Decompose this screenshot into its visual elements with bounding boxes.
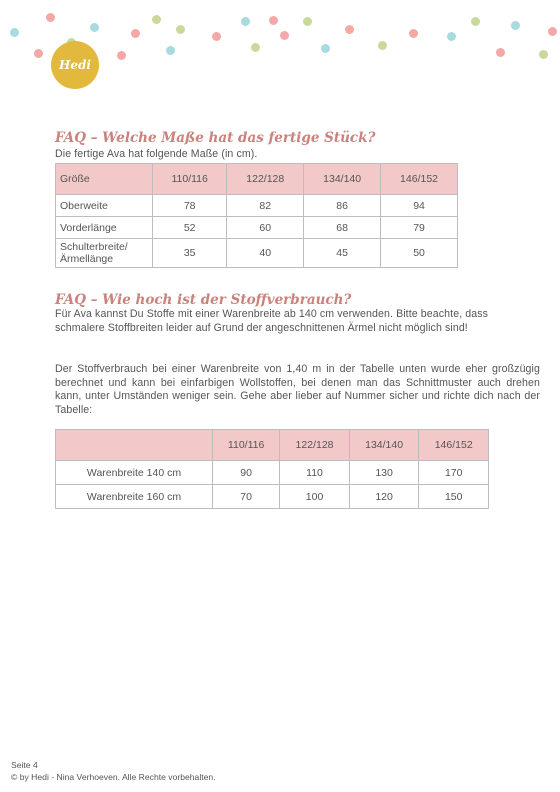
header-cell: 122/128 <box>227 164 304 195</box>
confetti-dot <box>378 41 387 50</box>
row-label: Schulterbreite/ Ärmellänge <box>56 239 153 268</box>
table-cell: 86 <box>304 195 381 217</box>
table-cell: 82 <box>227 195 304 217</box>
confetti-dot <box>409 29 418 38</box>
table-cell: 150 <box>419 485 489 509</box>
header-cell: 110/116 <box>153 164 227 195</box>
table-header-row <box>56 430 489 461</box>
confetti-dot <box>212 32 221 41</box>
confetti-dot <box>345 25 354 34</box>
table-cell: 94 <box>381 195 458 217</box>
confetti-dot <box>117 51 126 60</box>
confetti-dot <box>539 50 548 59</box>
table-cell: 79 <box>381 217 458 239</box>
confetti-dot <box>152 15 161 24</box>
fabric-paragraph-2: Der Stoffverbrauch bei einer Warenbreite von 1,40 m in der Tabelle unten wurde eher großzügig berechnet und kann bei einfarbigen Wollstoffen, bei denen man das Schnittmuster auch drehen kann, unter Umständen weniger sein. Gehe aber lieber auf Nummer sicher und richte dich nach der Tabelle: <box>55 363 540 416</box>
table-cell: 170 <box>419 461 489 485</box>
table-cell: 50 <box>381 239 458 268</box>
brand-logo-text: Hedi <box>59 58 91 72</box>
table-cell: 52 <box>153 217 227 239</box>
page-number: Seite 4 <box>11 760 38 770</box>
row-label: Warenbreite 140 cm <box>56 461 213 485</box>
confetti-dot <box>251 43 260 52</box>
table-row <box>56 195 458 217</box>
table-cell: 70 <box>213 485 280 509</box>
table-row <box>56 239 458 268</box>
confetti-dot <box>269 16 278 25</box>
confetti-dot <box>34 49 43 58</box>
header-cell <box>56 430 213 461</box>
table-cell: 120 <box>349 485 419 509</box>
confetti-dot <box>90 23 99 32</box>
measurements-table <box>55 163 458 268</box>
confetti-dot <box>280 31 289 40</box>
table-cell: 68 <box>304 217 381 239</box>
section-heading-fabric: FAQ – Wie hoch ist der Stoffverbrauch? <box>55 292 352 308</box>
table-cell: 78 <box>153 195 227 217</box>
confetti-dot <box>511 21 520 30</box>
header-cell: 146/152 <box>381 164 458 195</box>
confetti-dot <box>321 44 330 53</box>
measurements-intro: Die fertige Ava hat folgende Maße (in cm). <box>55 148 258 160</box>
table-cell: 130 <box>349 461 419 485</box>
table-header-row <box>56 164 458 195</box>
table-row <box>56 485 489 509</box>
confetti-dot <box>131 29 140 38</box>
fabric-table <box>55 429 489 509</box>
header-cell: 134/140 <box>349 430 419 461</box>
table-cell: 35 <box>153 239 227 268</box>
confetti-dot <box>303 17 312 26</box>
table-cell: 45 <box>304 239 381 268</box>
confetti-dot <box>496 48 505 57</box>
copyright-notice: © by Hedi - Nina Verhoeven. Alle Rechte vorbehalten. <box>11 772 216 782</box>
header-cell: 134/140 <box>304 164 381 195</box>
confetti-dot <box>241 17 250 26</box>
header-cell: Größe <box>56 164 153 195</box>
table-cell: 100 <box>280 485 350 509</box>
confetti-dot <box>10 28 19 37</box>
row-label: Warenbreite 160 cm <box>56 485 213 509</box>
confetti-dot <box>447 32 456 41</box>
table-row <box>56 217 458 239</box>
row-label: Oberweite <box>56 195 153 217</box>
brand-logo <box>51 41 99 89</box>
table-row <box>56 461 489 485</box>
table-cell: 60 <box>227 217 304 239</box>
table-cell: 40 <box>227 239 304 268</box>
row-label: Vorderlänge <box>56 217 153 239</box>
confetti-dot <box>471 17 480 26</box>
confetti-dot <box>166 46 175 55</box>
fabric-paragraph-1: Für Ava kannst Du Stoffe mit einer Warenbreite ab 140 cm verwenden. Bitte beachte, dass schmalere Stoffbreiten leider auf Grund der angeschnittenen Ärmel nicht möglich sind! <box>55 308 489 334</box>
confetti-dot <box>176 25 185 34</box>
confetti-dot <box>548 27 557 36</box>
header-cell: 110/116 <box>213 430 280 461</box>
confetti-dot <box>46 13 55 22</box>
header-cell: 122/128 <box>280 430 350 461</box>
section-heading-measurements: FAQ – Welche Maße hat das fertige Stück? <box>55 130 376 146</box>
header-cell: 146/152 <box>419 430 489 461</box>
table-cell: 110 <box>280 461 350 485</box>
table-cell: 90 <box>213 461 280 485</box>
